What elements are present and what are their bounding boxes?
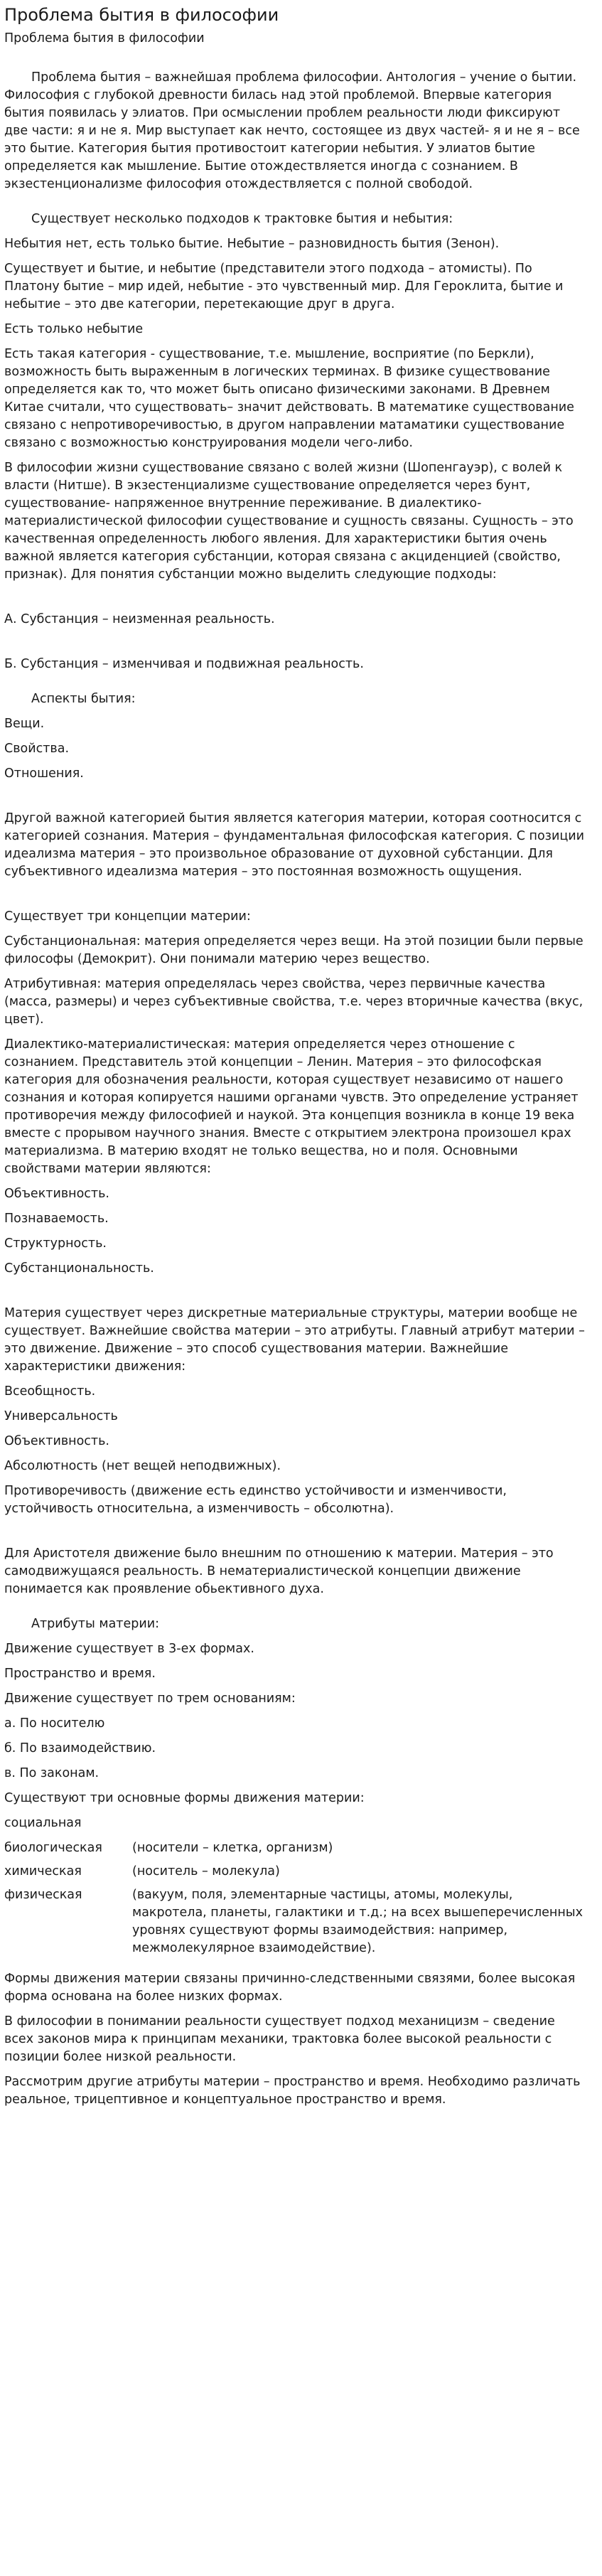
motion-form-row <box>4 1839 586 1863</box>
intro-paragraph: Проблема бытия – важнейшая проблема философии. Антология – учение о бытии. Философия с глубокой древности билась над этой проблемой. Впервые категория бытия появилась у элиатов. При осмыслении проблем реальности люди фиксируют две части: я и не я. Мир выступает как нечто, состоящее из двух частей- я и не я – все это бытие. Категория бытия противостоит категории небытия. У элиатов бытие определяется как мышление. Бытие отождествляется иногда с сознанием. В экзестенционализме философия отождествляется с полной свободой. <box>4 70 580 191</box>
closing-paragraph: Рассмотрим другие атрибуты материи – пространство и время. Необходимо различать реальное, трицептивное и концептуальное пространство и время. <box>4 2075 581 2107</box>
closing-paragraph: Формы движения материи связаны причинно-следственными связями, более высокая форма основана на более низких формах. <box>4 1972 576 2004</box>
concept-3: Диалектико-материалистическая: материя определяется через отношение с сознанием. Представитель этой концепции – Ленин. Материя – это философская категория для обозначения реальности, которая существует независимо от нашего сознания и которая копируется нашими органами чувств. Это определение устраняет противоречия между философией и наукой. Эта концепция возникла в конце 19 века вместе с прорывом научного знания. Вместе с открытием электрона произошел крах материализма. В материю входят не только вещества, но и поля. Основными свойствами материи являются: <box>4 1037 579 1176</box>
matter-prop: Объективность. <box>4 1187 109 1201</box>
matter-prop: Познаваемость. <box>4 1212 109 1226</box>
attribute-item: а. По носителю <box>4 1716 105 1731</box>
page-title: Проблема бытия в философии <box>4 5 279 25</box>
approaches-title: Существует несколько подходов к трактовке бытия и небытия: <box>31 212 453 226</box>
aspects-title: Аспекты бытия: <box>31 692 136 706</box>
motion-prop: Абсолютность (нет вещей неподвижных). <box>4 1459 281 1473</box>
substance-b: Б. Субстанция – изменчивая и подвижная реальность. <box>4 657 364 671</box>
aspect-item: Отношения. <box>4 766 84 781</box>
attribute-item: Движение существует по трем основаниям: <box>4 1691 296 1706</box>
motion-form-name: биологическая <box>4 1841 102 1855</box>
attribute-item: в. По законам. <box>4 1766 100 1780</box>
motion-prop: Универсальность <box>4 1409 118 1423</box>
attribute-item: Пространство и время. <box>4 1667 156 1681</box>
aspect-item: Свойства. <box>4 742 70 756</box>
concept-2: Атрибутивная: материя определялась через свойства, через первичные качества (масса, размеры) и через субъективные свойства, т.е. через вторичные качества (вкус, цвет). <box>4 977 584 1027</box>
motion-form-name: физическая <box>4 1888 82 1902</box>
motion-form-row <box>4 1863 586 1886</box>
approach-5: В философии жизни существование связано с волей жизни (Шопенгауэр), с волей к власти (Нитше). В экзестенциализме существование определяется через бунт, существование- напряженное внутренние переживание. В диалектико-материалистической философии существование и сущность связаны. Сущность – это качественная определенность любого явления. Для характеристики бытия очень важной является категория субстанции, которая связана с акциденцией (свойство, признак). Для понятия субстанции можно выделить следующие подходы: <box>4 461 574 582</box>
motion-forms-table <box>4 1839 586 1963</box>
approach-3: Есть только небытие <box>4 322 144 336</box>
motion-form-desc: (вакуум, поля, элементарные частицы, атомы, молекулы, макротела, планеты, галактики и т.д.; на всех вышеперечисленных уровнях существуют формы взаимодействия: например, межмолекулярное взаимодействие). <box>132 1888 583 1955</box>
motion-form-name: химическая <box>4 1864 82 1878</box>
page-subtitle: Проблема бытия в философии <box>4 31 205 46</box>
substance-a: А. Субстанция – неизменная реальность. <box>4 612 275 626</box>
matter-prop: Субстанциональность. <box>4 1261 154 1276</box>
approach-4: Есть такая категория - существование, т.е. мышление, восприятие (по Беркли), возможность быть выраженным в логических терминах. В физике существование определяется как то, что может быть описано физическими законами. В Древнем Китае считали, что существовать– значит действовать. В математике существование связано с непротиворечивостью, в другом направлении матаматики существование связано с возможностью конструирования модели чего-либо. <box>4 347 574 450</box>
approach-2: Существует и бытие, и небытие (представители этого подхода – атомисты). По Платону бытие – мир идей, небытие - это чувственный мир. Для Героклита, бытие и небытие – это две категории, перетекающие друг в друга. <box>4 262 564 311</box>
motion-prop: Объективность. <box>4 1434 109 1448</box>
motion-prop: Всеобщность. <box>4 1384 96 1399</box>
motion-form-desc: (носители – клетка, организм) <box>132 1841 333 1855</box>
motion-form-row <box>4 1886 586 1963</box>
motion-prop: Противоречивость (движение есть единство устойчивости и изменчивости, устойчивость относительна, а изменчивость – обсолютна). <box>4 1484 507 1516</box>
aspect-item: Вещи. <box>4 717 45 731</box>
matter-intro: Другой важной категорией бытия является категория материи, которая соотносится с категорией сознания. Материя – фундаментальная философская категория. С позиции идеализма материя – это произвольное образование от духовной субстанции. Для субъективного идеализма материя – это постоянная возможность ощущения. <box>4 811 585 879</box>
aristotle-paragraph: Для Аристотеля движение было внешним по отношению к материи. Материя – это самодвижущаяся реальность. В нематериалистической концепции движение понимается как проявление обьективного духа. <box>4 1546 554 1596</box>
attribute-item: б. По взаимодействию. <box>4 1741 156 1755</box>
attribute-item: социальная <box>4 1816 82 1830</box>
concepts-title: Существует три концепции материи: <box>4 909 251 924</box>
motion-intro: Материя существует через дискретные материальные структуры, материи вообще не существует. Важнейшие свойства материи – это атрибуты. Главный атрибут материи – это движение. Движение – это способ существования материи. Важнейшие характеристики движения: <box>4 1306 585 1374</box>
attribute-item: Движение существует в 3-ех формах. <box>4 1642 254 1656</box>
concept-1: Субстанциональная: материя определяется через вещи. На этой позиции были первые философы (Демокрит). Они понимали материю через вещество. <box>4 934 584 966</box>
motion-form-desc: (носитель – молекула) <box>132 1864 280 1878</box>
approach-1: Небытия нет, есть только бытие. Небытие – разновидность бытия (Зенон). <box>4 237 500 251</box>
attribute-item: Существуют три основные формы движения материи: <box>4 1791 365 1805</box>
matter-prop: Структурность. <box>4 1236 107 1251</box>
attributes-title: Атрибуты материи: <box>31 1617 160 1631</box>
closing-paragraph: В философии в понимании реальности существует подход механицизм – сведение всех законов мира к принципам механики, трактовка более высокой реальности с позиции более низкой реальности. <box>4 2014 555 2064</box>
